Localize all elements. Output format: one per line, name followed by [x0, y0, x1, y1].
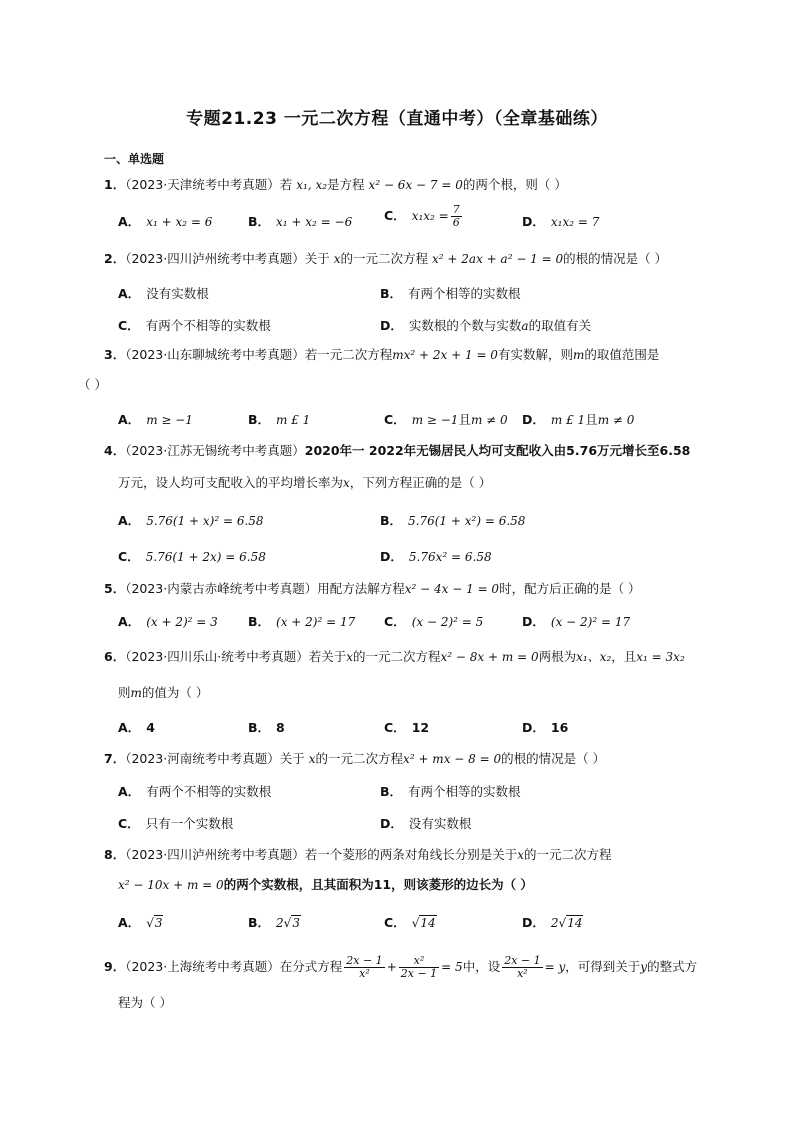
fraction: $\frac{2x - 1}{\text{x²}}$ — [504, 954, 541, 980]
question-source: （2023·四川泸州统考中考真题） — [125, 847, 305, 862]
option-label: D． — [522, 915, 545, 930]
question-text: 关于 — [304, 251, 330, 266]
sqrt-expression: 2√3 — [276, 916, 300, 930]
option-c[interactable] — [384, 410, 508, 428]
question-3 — [104, 346, 730, 364]
math-expression: x — [343, 476, 350, 490]
sqrt-expression: 2√14 — [550, 916, 583, 930]
option-label: C． — [118, 816, 140, 831]
option-d[interactable] — [522, 410, 634, 428]
option-text: 有两个不相等的实数根 — [146, 784, 272, 799]
math-expression: = 5 — [441, 960, 463, 974]
question-source: （2023·河南统考中考真题） — [125, 751, 280, 766]
question-text: 时，配方后正确的是（ ） — [499, 581, 641, 596]
math-expression: m ≥ −1 — [146, 413, 193, 427]
math-expression: (x − 2)² = 5 — [411, 615, 484, 629]
option-b[interactable] — [248, 212, 352, 230]
question-7 — [104, 750, 730, 768]
question-text: ，且 — [611, 649, 637, 664]
section-heading: 一、单选题 — [104, 152, 165, 166]
option-text: 有两个不相等的实数根 — [145, 318, 271, 333]
option-c[interactable] — [118, 547, 266, 565]
option-d[interactable] — [380, 547, 492, 565]
question-text: 若一个菱形的两条对角线长分别是关于 — [304, 847, 518, 862]
option-label: A． — [118, 614, 141, 629]
question-number: 4． — [104, 443, 126, 458]
question-text: 是方程 — [327, 177, 365, 192]
math-expression: (x + 2)² = 17 — [276, 615, 356, 629]
question-number: 1． — [104, 177, 126, 192]
option-c[interactable] — [118, 814, 233, 832]
option-b[interactable] — [248, 913, 301, 931]
math-expression: x — [333, 252, 341, 266]
math-expression: x² − 8x + m = 0 — [440, 650, 539, 664]
option-text: 没有实数根 — [146, 286, 209, 301]
question-text: 若关于 — [308, 649, 347, 664]
math-expression: m £ 1 — [550, 413, 586, 427]
option-a[interactable] — [118, 782, 271, 800]
question-text: 的一元二次方程 — [315, 751, 404, 766]
option-label: D． — [380, 816, 403, 831]
option-a[interactable] — [118, 718, 155, 736]
option-label: A． — [118, 720, 141, 735]
question-text: 的一元二次方程 — [353, 649, 441, 664]
math-expression: x² − 4x − 1 = 0 — [404, 582, 500, 596]
option-label: A． — [118, 214, 141, 229]
question-source: （2023·天津统考中考真题） — [125, 177, 280, 192]
question-source: （2023·四川乐山·统考中考真题） — [125, 649, 309, 664]
question-text: 有实数解，则 — [497, 347, 573, 362]
question-number: 3． — [104, 347, 126, 362]
question-continuation — [118, 876, 533, 894]
option-b[interactable] — [248, 410, 310, 428]
question-text: 的根的情况是（ ） — [501, 751, 606, 766]
option-a[interactable] — [118, 410, 193, 428]
question-text: ，下列方程正确的是（ ） — [349, 475, 492, 490]
math-expression: m — [572, 348, 585, 362]
option-label: B． — [248, 720, 271, 735]
math-expression: mx² + 2x + 1 = 0 — [392, 348, 498, 362]
option-label: A． — [118, 412, 141, 427]
question-text: ，可得到关于 — [565, 959, 641, 974]
sqrt-expression: √3 — [146, 916, 163, 930]
question-9 — [104, 955, 730, 980]
question-text: 的值为（ ） — [141, 685, 209, 700]
option-a[interactable] — [118, 212, 212, 230]
option-label: C． — [384, 915, 406, 930]
question-text: 的一元二次方程 — [340, 251, 429, 266]
fraction: $\frac{\text{x²}}{2x - 1}$ — [400, 954, 438, 980]
math-expression: a — [521, 319, 529, 333]
question-number: 7． — [104, 751, 126, 766]
question-text: 用配方法解方程 — [317, 581, 405, 596]
option-b[interactable] — [248, 612, 355, 630]
question-6 — [104, 648, 730, 666]
question-text: 关于 — [279, 751, 305, 766]
question-text: 若 — [279, 177, 293, 192]
document-title: 专题21.23 一元二次方程（直通中考）（全章基础练） — [186, 109, 608, 129]
math-expression: (x − 2)² = 17 — [550, 615, 631, 629]
question-1 — [104, 176, 730, 194]
question-number: 6． — [104, 649, 126, 664]
option-label: D． — [380, 549, 403, 564]
math-expression: 5.76x² = 6.58 — [408, 550, 492, 564]
option-d[interactable] — [522, 913, 583, 931]
option-label: D． — [522, 214, 545, 229]
option-text: 16 — [550, 720, 569, 735]
math-expression: x₁x₂ = 7 — [550, 215, 600, 229]
math-expression: = y — [544, 960, 566, 974]
option-label: D． — [522, 720, 545, 735]
option-d[interactable] — [522, 212, 599, 230]
option-a[interactable] — [118, 913, 163, 931]
math-expression: x² + 2ax + a² − 1 = 0 — [432, 252, 564, 266]
math-expression: m £ 1 — [276, 413, 311, 427]
option-text: 12 — [411, 720, 430, 735]
option-text: 且 — [458, 412, 471, 427]
option-label: B． — [248, 614, 271, 629]
question-text: 的根的情况是（ ） — [563, 251, 668, 266]
option-text: 的取值有关 — [528, 318, 592, 333]
question-number: 2． — [104, 251, 126, 266]
question-continuation: 程为（ ） — [118, 995, 172, 1010]
math-expression: x — [308, 752, 316, 766]
math-expression: m ≠ 0 — [597, 413, 635, 427]
option-label: A． — [118, 286, 141, 301]
question-source: （2023·江苏无锡统考中考真题） — [125, 443, 305, 458]
option-label: B． — [380, 286, 403, 301]
fraction: $\frac{7}{6}$ — [452, 203, 460, 229]
math-expression: 5.76(1 + x²) = 6.58 — [408, 514, 526, 528]
question-continuation — [118, 474, 491, 492]
math-expression: x₁ = 3x₂ — [636, 650, 685, 664]
math-expression: x² + mx − 8 = 0 — [403, 752, 502, 766]
question-continuation — [118, 684, 208, 702]
math-expression: x₁x₂ = — [411, 209, 449, 223]
math-expression: m ≠ 0 — [470, 413, 508, 427]
math-expression: x — [346, 650, 354, 664]
option-label: B． — [380, 513, 403, 528]
math-expression: x — [517, 848, 525, 862]
option-b[interactable] — [380, 284, 521, 302]
option-label: B． — [248, 214, 271, 229]
option-text: 且 — [585, 412, 598, 427]
option-d[interactable] — [522, 612, 630, 630]
option-label: B． — [248, 915, 271, 930]
option-a[interactable] — [118, 511, 264, 529]
question-source: （2023·山东聊城统考中考真题） — [125, 347, 305, 362]
option-c[interactable] — [384, 913, 437, 931]
option-label: D． — [380, 318, 403, 333]
question-source: （2023·四川泸州统考中考真题） — [125, 251, 305, 266]
question-source: （2023·内蒙古赤峰统考中考真题） — [125, 581, 318, 596]
sqrt-expression: √14 — [411, 916, 436, 930]
math-expression: (x + 2)² = 3 — [146, 615, 218, 629]
question-text: 中，设 — [462, 959, 501, 974]
option-text: 8 — [276, 720, 285, 735]
math-expression: x₁ + x₂ = 6 — [146, 215, 213, 229]
option-a[interactable] — [118, 612, 218, 630]
option-label: C． — [384, 412, 406, 427]
option-label: D． — [522, 614, 545, 629]
question-text: 的整式方 — [647, 959, 698, 974]
option-d[interactable] — [380, 814, 471, 832]
option-c[interactable] — [384, 612, 483, 630]
question-text: 的取值范围是 — [584, 347, 660, 362]
question-source: （2023·上海统考中考真题） — [125, 959, 280, 974]
question-8 — [104, 846, 730, 864]
question-text: 若一元二次方程 — [304, 347, 393, 362]
option-label: A． — [118, 915, 141, 930]
option-text: 没有实数根 — [408, 816, 472, 831]
math-expression: 5.76(1 + x)² = 6.58 — [146, 514, 264, 528]
question-4 — [104, 442, 730, 460]
option-text: 4 — [146, 720, 155, 735]
question-text: 万元，设人均可支配收入的平均增长率为 — [118, 475, 344, 490]
question-text: 的一元二次方程 — [524, 847, 612, 862]
option-label: C． — [118, 318, 140, 333]
math-expression: x₁ + x₂ = −6 — [276, 215, 353, 229]
option-b[interactable] — [248, 718, 285, 736]
question-2 — [104, 250, 730, 268]
math-expression: m — [130, 686, 142, 700]
option-label: C． — [384, 614, 406, 629]
math-expression: x² − 10x + m = 0 — [118, 878, 224, 892]
option-label: C． — [384, 720, 406, 735]
option-a[interactable] — [118, 284, 209, 302]
question-continuation: （ ） — [78, 377, 107, 392]
option-label: C． — [384, 208, 406, 223]
option-text: 有两个相等的实数根 — [408, 784, 521, 799]
option-c[interactable] — [384, 718, 429, 736]
question-text: 在分式方程 — [279, 959, 343, 974]
math-expression: x² − 6x − 7 = 0 — [368, 178, 463, 192]
question-text: 2020年一 2022年无锡居民人均可支配收入由5.76万元增长至6.58 — [304, 443, 691, 458]
math-expression: + — [386, 960, 397, 974]
math-expression: x₁、x₂ — [576, 650, 612, 664]
question-text: 则 — [118, 685, 131, 700]
math-expression: x₁, x₂ — [296, 178, 328, 192]
math-expression: m ≥ −1 — [411, 413, 459, 427]
option-label: B． — [248, 412, 271, 427]
option-b[interactable] — [380, 782, 521, 800]
option-label: A． — [118, 513, 141, 528]
question-number: 9． — [104, 959, 126, 974]
option-d[interactable] — [522, 718, 568, 736]
question-number: 8． — [104, 847, 126, 862]
option-label: B． — [380, 784, 403, 799]
option-label: D． — [522, 412, 545, 427]
option-label: A． — [118, 784, 141, 799]
option-c[interactable] — [384, 204, 464, 229]
option-label: C． — [118, 549, 140, 564]
option-c[interactable] — [118, 316, 271, 334]
question-text: 的两个根，则（ ） — [462, 177, 567, 192]
option-d[interactable] — [380, 316, 591, 334]
math-expression: 5.76(1 + 2x) = 6.58 — [145, 550, 266, 564]
option-text: 只有一个实数根 — [145, 816, 234, 831]
option-text: 实数根的个数与实数 — [408, 318, 522, 333]
question-text: 的两个实数根，且其面积为11，则该菱形的边长为（ ） — [223, 877, 533, 892]
fraction: $\frac{2x - 1}{\text{x²}}$ — [346, 954, 383, 980]
question-5 — [104, 580, 730, 598]
option-text: 有两个相等的实数根 — [408, 286, 521, 301]
math-expression: y — [640, 960, 648, 974]
option-b[interactable] — [380, 511, 525, 529]
question-text: 两根为 — [538, 649, 577, 664]
question-number: 5． — [104, 581, 126, 596]
